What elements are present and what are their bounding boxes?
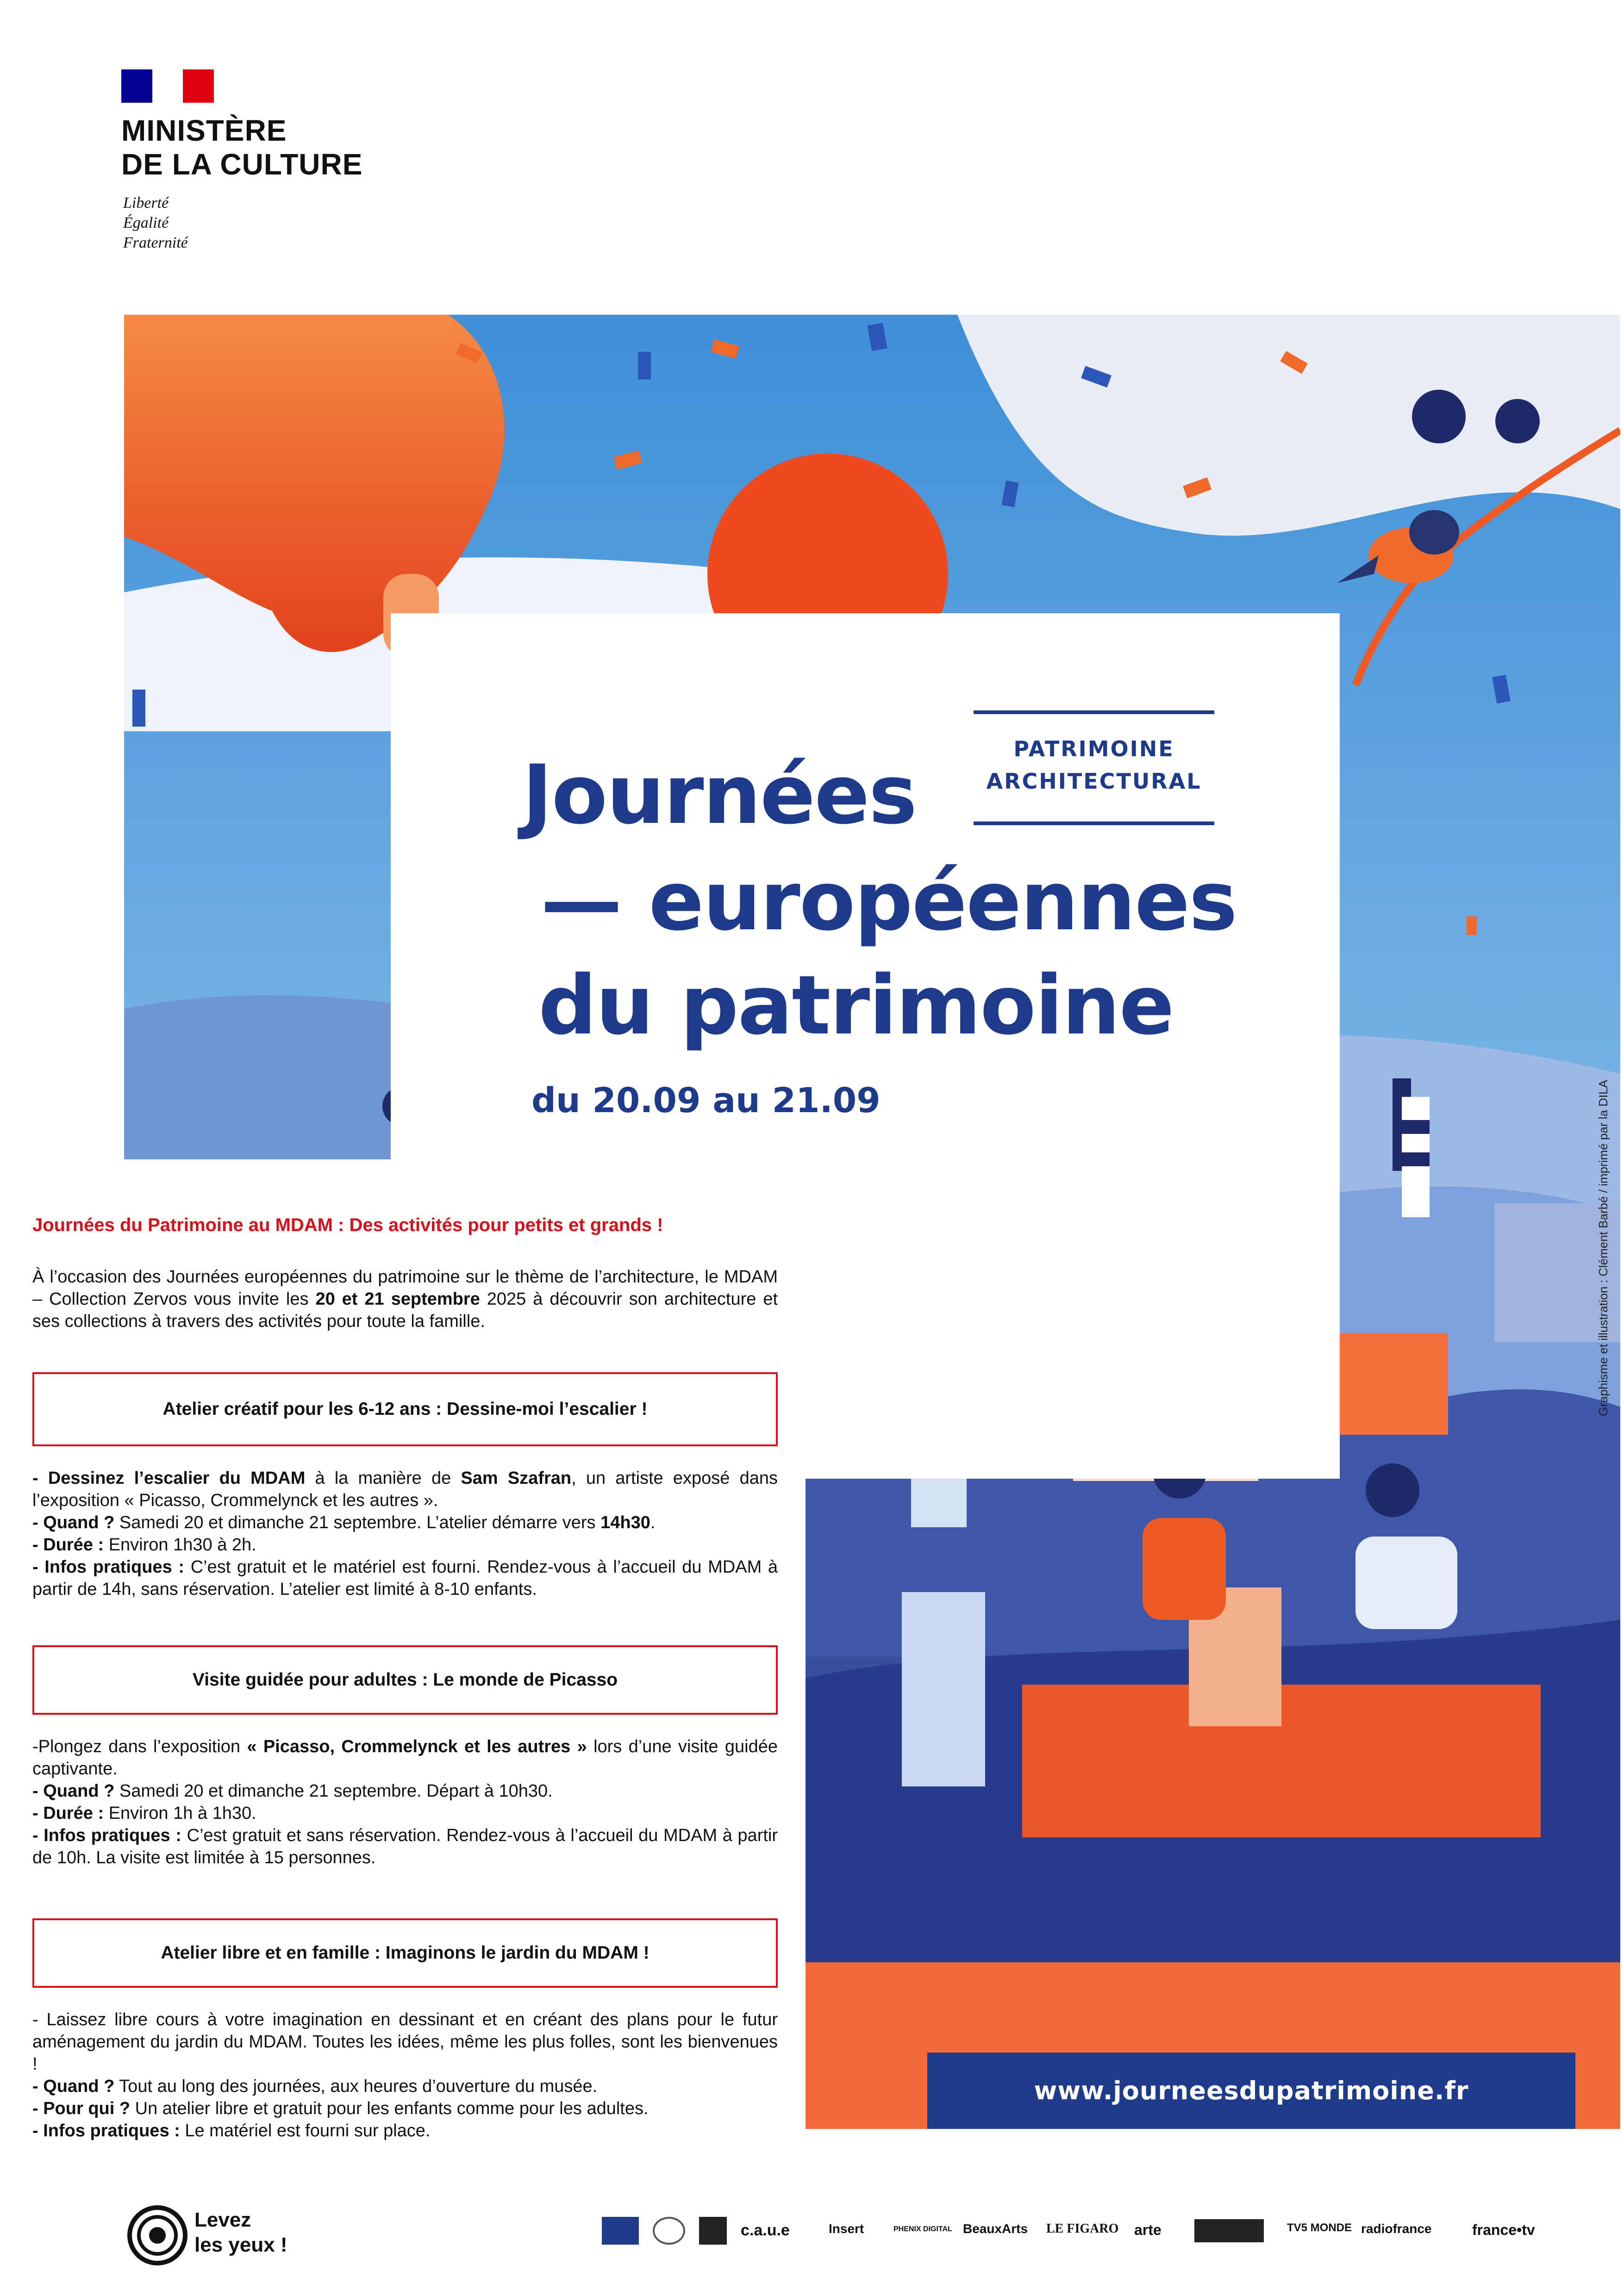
illustration-credit: Graphisme et illustration : Clément Barbé / imprimé par la DILA — [1596, 1080, 1610, 1416]
event-dates: du 20.09 au 21.09 — [531, 1081, 881, 1120]
ministry-logo — [121, 69, 399, 264]
poster-title-line1: Journées — [522, 747, 917, 842]
partner-beauxarts: BeauxArts — [963, 2221, 1028, 2236]
activity1-title-box — [32, 1372, 778, 1446]
partner-arte: arte — [1134, 2221, 1162, 2238]
activity1-info: - Infos pratiques : C’est gratuit et le matériel est fourni. Rendez-vous à l’accueil du MDAM à partir de 14h, sans réservation. L’atelier est limité à 8-10 enfants. — [32, 1557, 778, 1599]
website-link[interactable]: www.journeesdupatrimoine.fr — [1034, 2076, 1469, 2105]
eye-icon — [125, 2203, 190, 2268]
activity1-details — [32, 1467, 778, 1600]
partner-phenix: PHENIX DIGITAL — [893, 2225, 952, 2233]
levez-les-yeux-logo — [125, 2198, 319, 2272]
ministry-name-line2: DE LA CULTURE — [121, 148, 363, 181]
activity1-duration: - Durée : Environ 1h30 à 2h. — [32, 1535, 256, 1555]
intro-text: À l’occasion des Journées européennes du patrimoine sur le thème de l’architecture, le MDAM – Collection Zervos vous invite les — [32, 1267, 778, 1309]
motto-liberte: Liberté — [123, 194, 169, 212]
partner-tv5monde: TV5 MONDE — [1287, 2221, 1352, 2234]
theme-label-line2: ARCHITECTURAL — [986, 769, 1202, 794]
eu-flag-icon — [602, 2217, 639, 2245]
activity3-details — [32, 2009, 778, 2142]
motto-egalite: Égalité — [123, 214, 169, 231]
url-banner — [927, 2053, 1575, 2129]
partner-francetv: france•tv — [1472, 2221, 1535, 2238]
patrimoine-rule-top — [974, 710, 1214, 714]
intro-paragraph — [32, 1266, 778, 1332]
activity1-when: - Quand ? Samedi 20 et dimanche 21 septembre. L’atelier démarre vers 14h30. — [32, 1513, 656, 1532]
partner-radiofrance: radiofrance — [1361, 2221, 1432, 2236]
panel-heading: Journées du Patrimoine au MDAM : Des activités pour petits et grands ! — [32, 1215, 663, 1235]
activity2-title: Visite guidée pour adultes : Le monde de Picasso — [192, 1670, 618, 1690]
marianne-flag-icon — [121, 69, 214, 103]
activity1-title: Atelier créatif pour les 6-12 ans : Dessine-moi l’escalier ! — [162, 1399, 648, 1419]
activity3-when: - Quand ? Tout au long des journées, aux heures d’ouverture du musée. — [32, 2077, 598, 2096]
activity1-line1: - Dessinez l’escalier du MDAM à la manière de Sam Szafran, un artiste exposé dans l’exposition « Picasso, Crommelynck et les autres ». — [32, 1468, 778, 1510]
activity3-title: Atelier libre et en famille : Imaginons le jardin du MDAM ! — [161, 1943, 650, 1963]
activities-panel — [9, 1159, 806, 2178]
activity2-when: - Quand ? Samedi 20 et dimanche 21 septembre. Départ à 10h30. — [32, 1781, 553, 1801]
activity2-info: - Infos pratiques : C’est gratuit et sans réservation. Rendez-vous à l’accueil du MDAM à partir de 10h. La visite est limitée à 15 personnes. — [32, 1826, 778, 1867]
levez-line1: Levez — [194, 2209, 251, 2231]
partner-logos — [593, 2203, 1583, 2263]
activity3-who: - Pour qui ? Un atelier libre et gratuit pour les enfants comme pour les adultes. — [32, 2099, 649, 2118]
poster-title-line3: du patrimoine — [538, 958, 1174, 1053]
partner-caue: c.a.u.e — [741, 2221, 790, 2239]
activity2-duration: - Durée : Environ 1h à 1h30. — [32, 1804, 256, 1823]
activity2-details — [32, 1736, 778, 1869]
activity2-title-box — [32, 1645, 778, 1715]
theme-label-line1: PATRIMOINE — [1013, 736, 1174, 761]
poster-title-line2: — européennes — [541, 854, 1237, 949]
activity3-line1: - Laissez libre cours à votre imagination en dessinant et en créant des plans pour le futur aménagement du jardin du MDAM. Toutes les idées, même les plus folles, sont les bienvenues ! — [32, 2010, 778, 2074]
motto-fraternite: Fraternité — [123, 234, 188, 251]
partner-insert: Insert — [829, 2221, 864, 2236]
ministry-name-line1: MINISTÈRE — [121, 114, 287, 147]
qr-code-icon — [699, 2217, 727, 2245]
activity3-title-box — [32, 1918, 778, 1988]
media-logos-icon — [1194, 2219, 1264, 2242]
patrimoine-rule-bottom — [974, 821, 1214, 825]
activity3-info: - Infos pratiques : Le matériel est fourni sur place. — [32, 2121, 431, 2140]
levez-line2: les yeux ! — [194, 2234, 287, 2256]
activity2-line1: -Plongez dans l’exposition « Picasso, Crommelynck et les autres » lors d’une visite guidée captivante. — [32, 1737, 778, 1779]
partner-lefigaro: LE FIGARO — [1046, 2221, 1119, 2236]
intro-dates: 20 et 21 septembre — [315, 1289, 480, 1309]
council-of-europe-icon — [653, 2217, 685, 2245]
intro-text-end: 2025 à découvrir son architecture et ses collections à travers des activités pour toute la famille. — [32, 1289, 778, 1331]
